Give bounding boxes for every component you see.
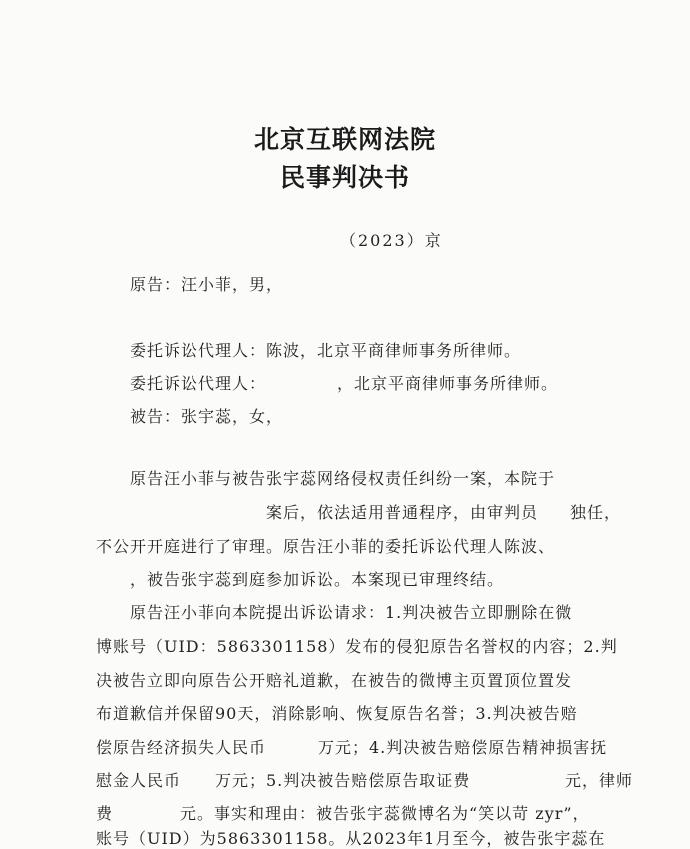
- body-p2-line-5b: 万元；4.判决被告赔偿原告精神损害抚: [318, 738, 608, 757]
- case-number: （2023）京: [340, 231, 443, 250]
- court-name: 北京互联网法院: [253, 125, 436, 154]
- body-p2-line-7b: 元。事实和理由：被告张宇蕊微博名为“笑以苛 zyr”，: [180, 804, 590, 823]
- body-p2-line-6a: 慰金人民币: [96, 771, 182, 790]
- body-p2-line-6c: 元，律师: [565, 771, 634, 790]
- body-p1-line-2b: 独任，: [570, 503, 622, 522]
- defendant-line: 被告：张宇蕊，女，: [130, 407, 284, 426]
- agent-line-2-firm: ，北京平商律师事务所律师。: [337, 374, 559, 393]
- body-p1-line-1: 原告汪小菲与被告张宇蕊网络侵权责任纠纷一案，本院于: [130, 469, 556, 488]
- body-p2-line-3: 决被告立即向原告公开赔礼道歉，在被告的微博主页置顶位置发: [96, 671, 573, 690]
- agent-line-1: 委托诉讼代理人：陈波，北京平商律师事务所律师。: [130, 341, 522, 360]
- body-p1-line-4: ，被告张宇蕊到庭参加诉讼。本案现已审理终结。: [130, 570, 505, 589]
- body-p1-line-2a: 案后，依法适用普通程序，由审判员: [266, 503, 539, 522]
- body-p2-line-1: 原告汪小菲向本院提出诉讼请求：1.判决被告立即删除在微: [130, 603, 573, 622]
- document-type: 民事判决书: [279, 163, 410, 192]
- body-p2-line-5a: 偿原告经济损失人民币: [96, 738, 267, 757]
- body-p2-line-7a: 费: [96, 804, 114, 823]
- body-p2-line-8: 账号（UID）为5863301158。从2023年1月至今，被告张宇蕊在: [96, 829, 606, 848]
- body-p2-line-6b: 万元；5.判决被告赔偿原告取证费: [215, 771, 471, 790]
- plaintiff-line: 原告：汪小菲，男，: [130, 275, 284, 294]
- body-p2-line-4: 布道歉信并保留90天，消除影响、恢复原告名誉；3.判决被告赔: [96, 704, 578, 723]
- body-p1-line-3: 不公开开庭进行了审理。原告汪小菲的委托诉讼代理人陈波、: [96, 537, 556, 556]
- agent-line-2-label: 委托诉讼代理人：: [130, 374, 267, 393]
- body-p2-line-2: 博账号（UID：5863301158）发布的侵犯原告名誉权的内容；2.判: [96, 637, 618, 656]
